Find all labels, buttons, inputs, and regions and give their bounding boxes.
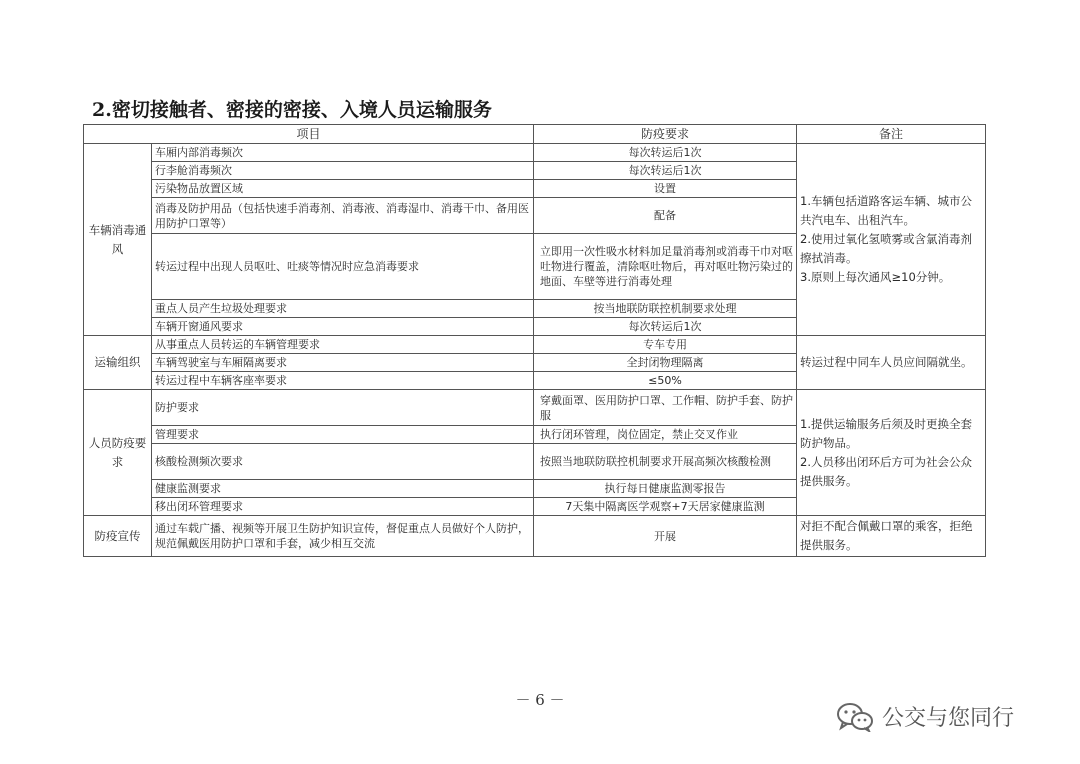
item-cell: 管理要求 — [152, 426, 534, 444]
item-cell: 车辆驾驶室与车厢隔离要求 — [152, 354, 534, 372]
header-note: 备注 — [797, 125, 986, 144]
watermark-text: 公交与您同行 — [882, 706, 1015, 731]
requirement-cell: 每次转运后1次 — [534, 144, 797, 162]
item-cell: 车辆开窗通风要求 — [152, 318, 534, 336]
section-heading: 2.密切接触者、密接的密接、入境人员运输服务 — [92, 99, 492, 121]
requirement-cell: 设置 — [534, 180, 797, 198]
requirement-cell: 每次转运后1次 — [534, 318, 797, 336]
requirement-cell: 穿戴面罩、医用防护口罩、工作帽、防护手套、防护服 — [534, 390, 797, 426]
requirement-cell: 配备 — [534, 198, 797, 234]
requirement-cell: 7天集中隔离医学观察+7天居家健康监测 — [534, 498, 797, 516]
item-cell: 从事重点人员转运的车辆管理要求 — [152, 336, 534, 354]
item-cell: 车厢内部消毒频次 — [152, 144, 534, 162]
category-transport-organization: 运输组织 — [84, 336, 152, 390]
header-requirement: 防疫要求 — [534, 125, 797, 144]
item-cell: 转运过程中出现人员呕吐、吐痰等情况时应急消毒要求 — [152, 234, 534, 300]
item-cell: 转运过程中车辆客座率要求 — [152, 372, 534, 390]
note-personnel-prevention: 1.提供运输服务后须及时更换全套防护物品。 2.人员移出闭环后方可为社会公众提供服务。 — [797, 390, 986, 516]
item-cell: 核酸检测频次要求 — [152, 444, 534, 480]
requirement-cell: 开展 — [534, 516, 797, 557]
requirement-cell: ≤50% — [534, 372, 797, 390]
note-transport-organization: 转运过程中同车人员应间隔就坐。 — [797, 336, 986, 390]
table-row — [84, 336, 986, 354]
requirement-cell: 按当地联防联控机制要求处理 — [534, 300, 797, 318]
category-prevention-publicity: 防疫宣传 — [84, 516, 152, 557]
epidemic-prevention-table — [83, 124, 986, 557]
item-cell: 消毒及防护用品（包括快速手消毒剂、消毒液、消毒湿巾、消毒干巾、备用医用防护口罩等） — [152, 198, 534, 234]
header-item: 项目 — [84, 125, 534, 144]
requirement-cell: 全封闭物理隔离 — [534, 354, 797, 372]
note-prevention-publicity: 对拒不配合佩戴口罩的乘客，拒绝提供服务。 — [797, 516, 986, 557]
category-vehicle-disinfection: 车辆消毒通风 — [84, 144, 152, 336]
requirement-cell: 执行闭环管理，岗位固定，禁止交叉作业 — [534, 426, 797, 444]
item-cell: 移出闭环管理要求 — [152, 498, 534, 516]
requirement-cell: 执行每日健康监测零报告 — [534, 480, 797, 498]
account-watermark — [836, 701, 1014, 732]
item-cell: 污染物品放置区域 — [152, 180, 534, 198]
page-number: － 6 － — [515, 691, 565, 709]
item-cell: 防护要求 — [152, 390, 534, 426]
requirement-cell: 按照当地联防联控机制要求开展高频次核酸检测 — [534, 444, 797, 480]
requirement-cell: 每次转运后1次 — [534, 162, 797, 180]
category-personnel-prevention: 人员防疫要求 — [84, 390, 152, 516]
item-cell: 健康监测要求 — [152, 480, 534, 498]
table-row — [84, 390, 986, 426]
table-row — [84, 516, 986, 557]
table-header-row — [84, 125, 986, 144]
wechat-icon — [836, 702, 874, 732]
item-cell: 重点人员产生垃圾处理要求 — [152, 300, 534, 318]
item-cell: 通过车载广播、视频等开展卫生防护知识宣传，督促重点人员做好个人防护，规范佩戴医用防护口罩和手套，减少相互交流 — [152, 516, 534, 557]
note-vehicle-disinfection: 1.车辆包括道路客运车辆、城市公共汽电车、出租汽车。 2.使用过氧化氢喷雾或含氯消毒剂擦拭消毒。 3.原则上每次通风≥10分钟。 — [797, 144, 986, 336]
table-row — [84, 144, 986, 162]
requirement-cell: 立即用一次性吸水材料加足量消毒剂或消毒干巾对呕吐物进行覆盖，清除呕吐物后，再对呕吐物污染过的地面、车壁等进行消毒处理 — [534, 234, 797, 300]
item-cell: 行李舱消毒频次 — [152, 162, 534, 180]
requirement-cell: 专车专用 — [534, 336, 797, 354]
